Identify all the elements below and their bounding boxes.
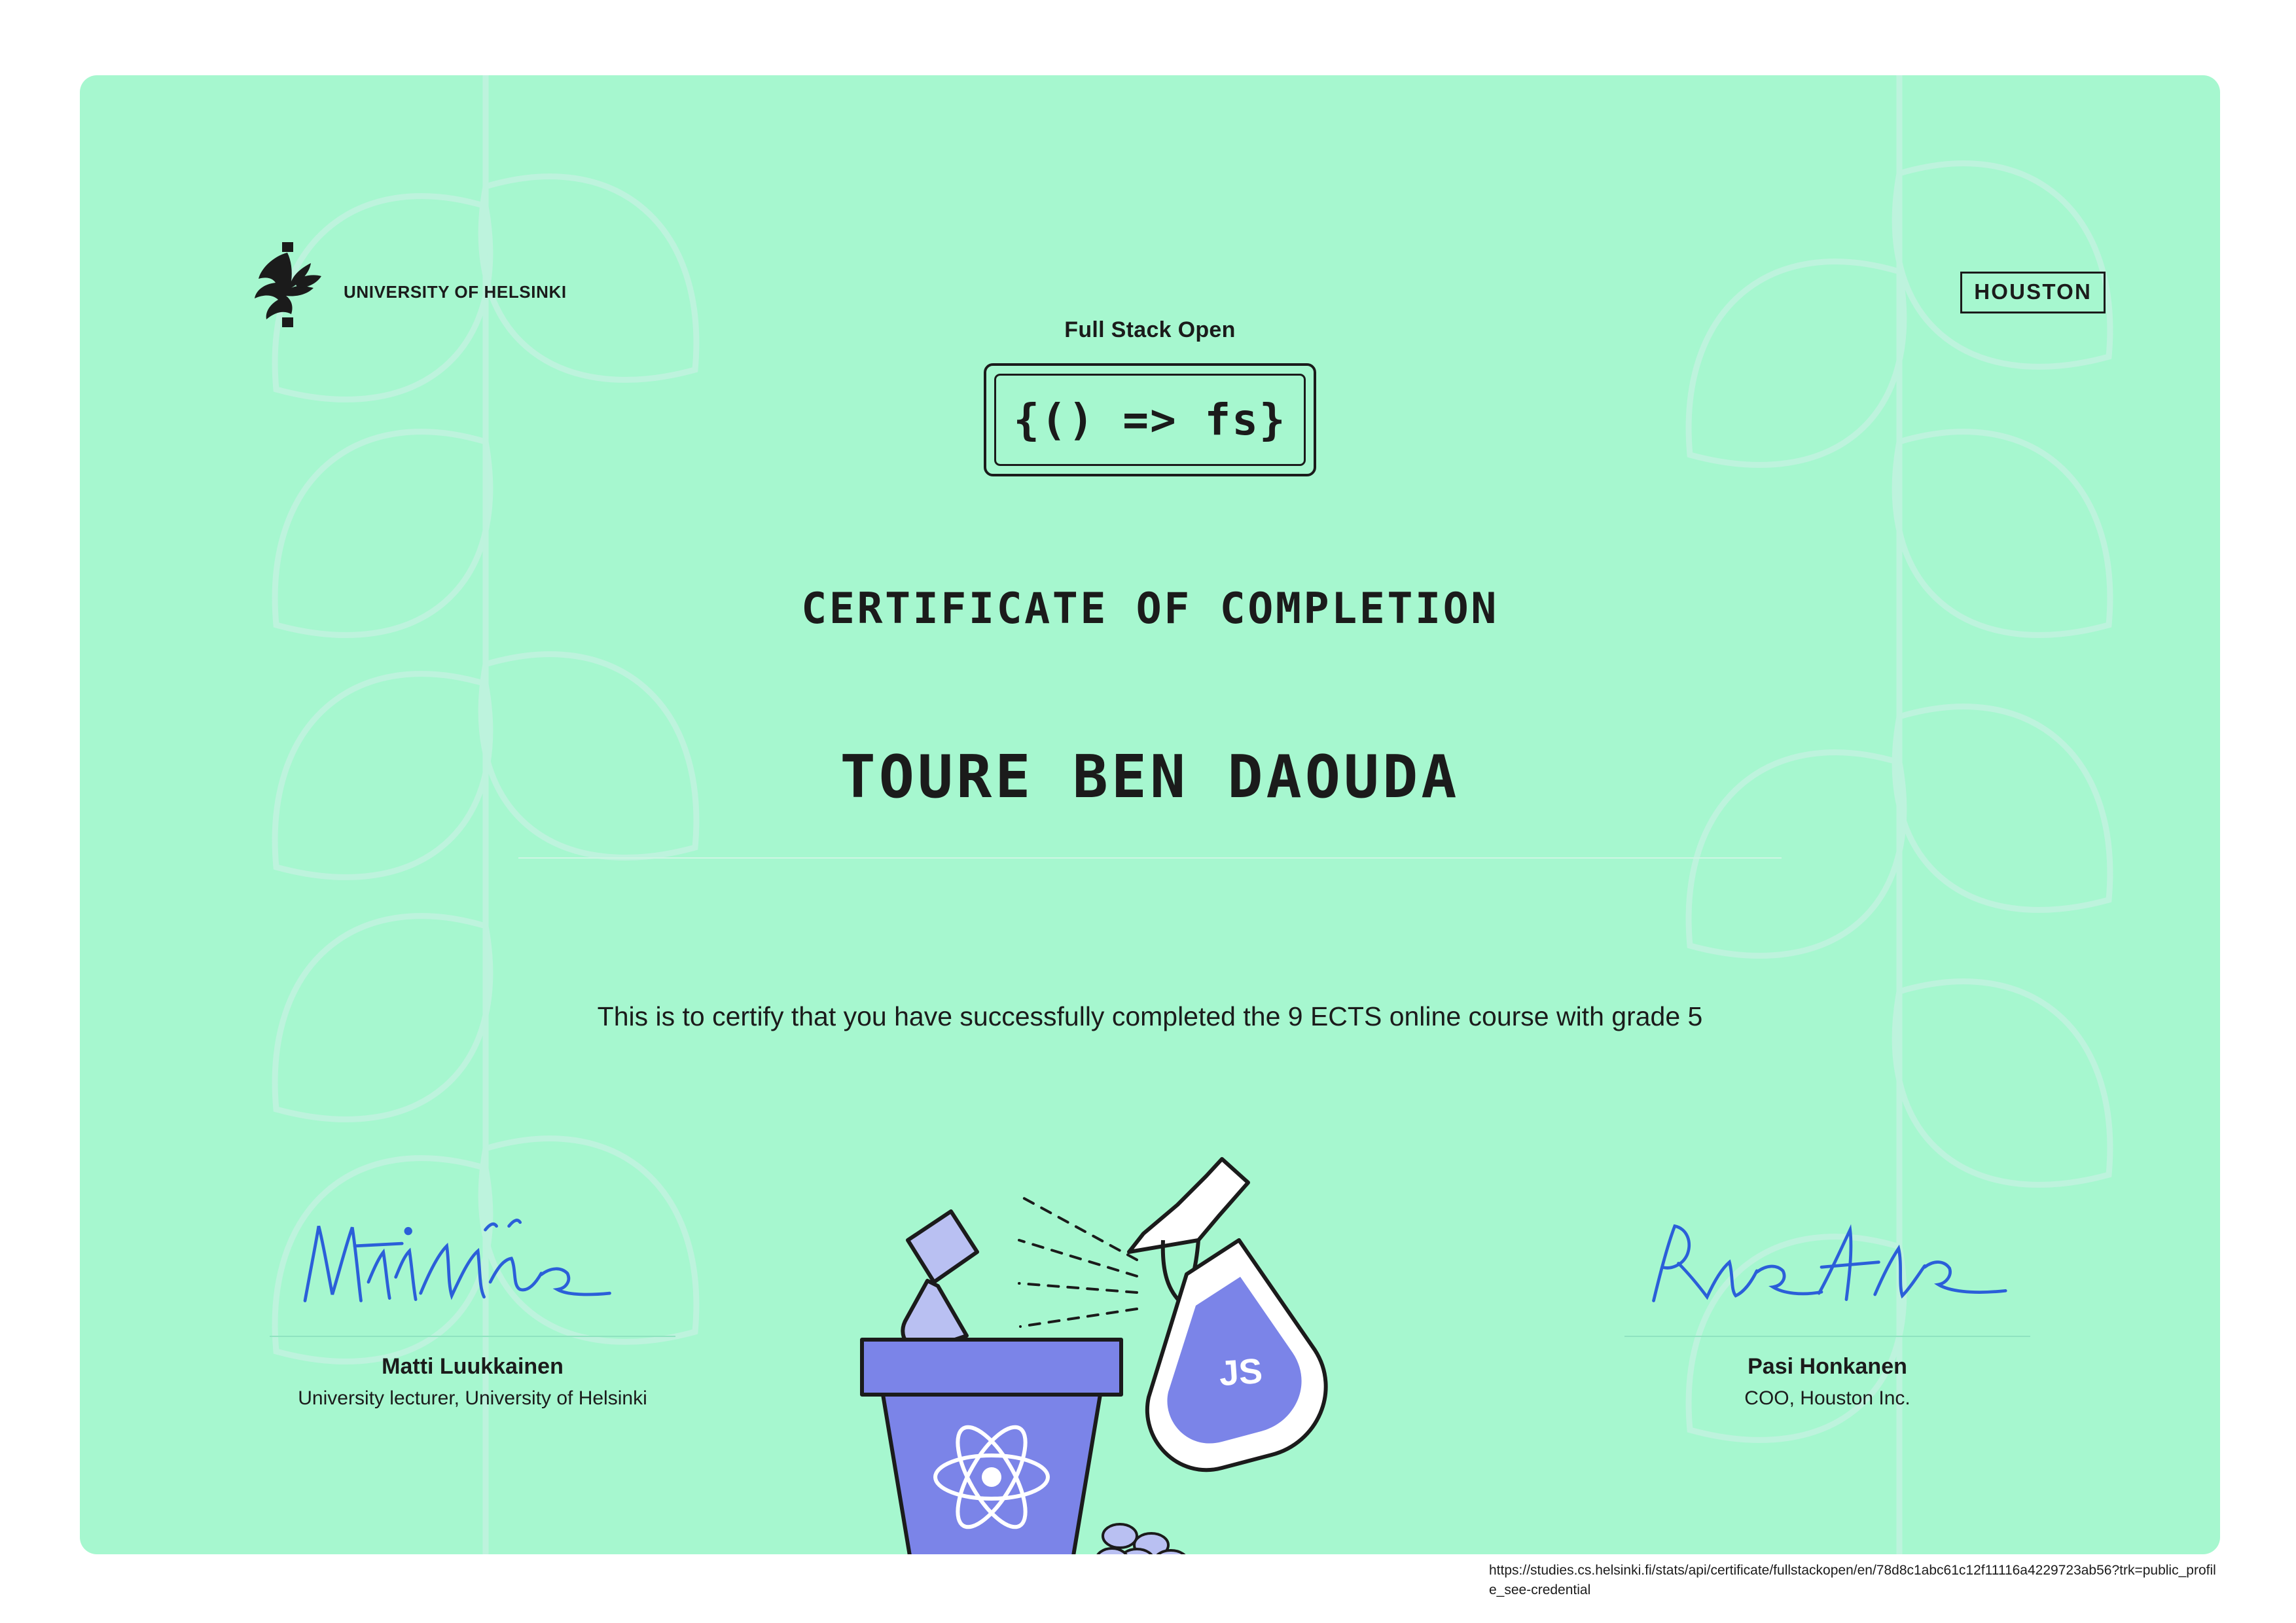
full-stack-open-logo — [984, 363, 1316, 476]
signature-name-left: Matti Luukkainen — [382, 1354, 564, 1379]
signature-name-right: Pasi Honkanen — [1748, 1354, 1907, 1379]
spray-bottle-and-react-pot-illustration — [855, 1044, 1444, 1554]
university-logo-text: UNIVERSITY OF HELSINKI — [344, 281, 567, 302]
signature-pasi-honkanen-image — [1635, 1207, 2020, 1332]
university-of-helsinki-crest-icon — [253, 242, 332, 327]
signature-rule-left — [270, 1336, 675, 1337]
certificate-body-text: This is to certify that you have successfully completed the 9 ECTS online course with grade 5 — [597, 1001, 1703, 1031]
recipient-divider — [518, 857, 1782, 859]
university-logo — [253, 242, 567, 327]
houston-badge: HOUSTON — [1960, 272, 2106, 313]
js-label: JS — [1217, 1351, 1264, 1394]
course-name: Full Stack Open — [1064, 317, 1236, 342]
signature-matti-luukkainen-image — [280, 1207, 666, 1332]
signature-role-left: University lecturer, University of Helsinki — [298, 1387, 647, 1409]
full-stack-open-logo-text: {() => fs} — [994, 374, 1306, 466]
recipient-name: TOURE BEN DAOUDA — [840, 743, 1460, 812]
certificate-title: CERTIFICATE OF COMPLETION — [801, 584, 1499, 633]
signature-block-right — [1624, 1207, 2030, 1410]
certificate-card — [80, 75, 2220, 1554]
signature-rule-right — [1624, 1336, 2030, 1337]
verification-url[interactable]: https://studies.cs.helsinki.fi/stats/api/certificate/fullstackopen/en/78d8c1abc61c12f11116a4229723ab56?trk=public_profile_see-credential — [1489, 1563, 2216, 1598]
signature-block-left — [270, 1207, 675, 1410]
signature-role-right: COO, Houston Inc. — [1744, 1387, 1910, 1409]
